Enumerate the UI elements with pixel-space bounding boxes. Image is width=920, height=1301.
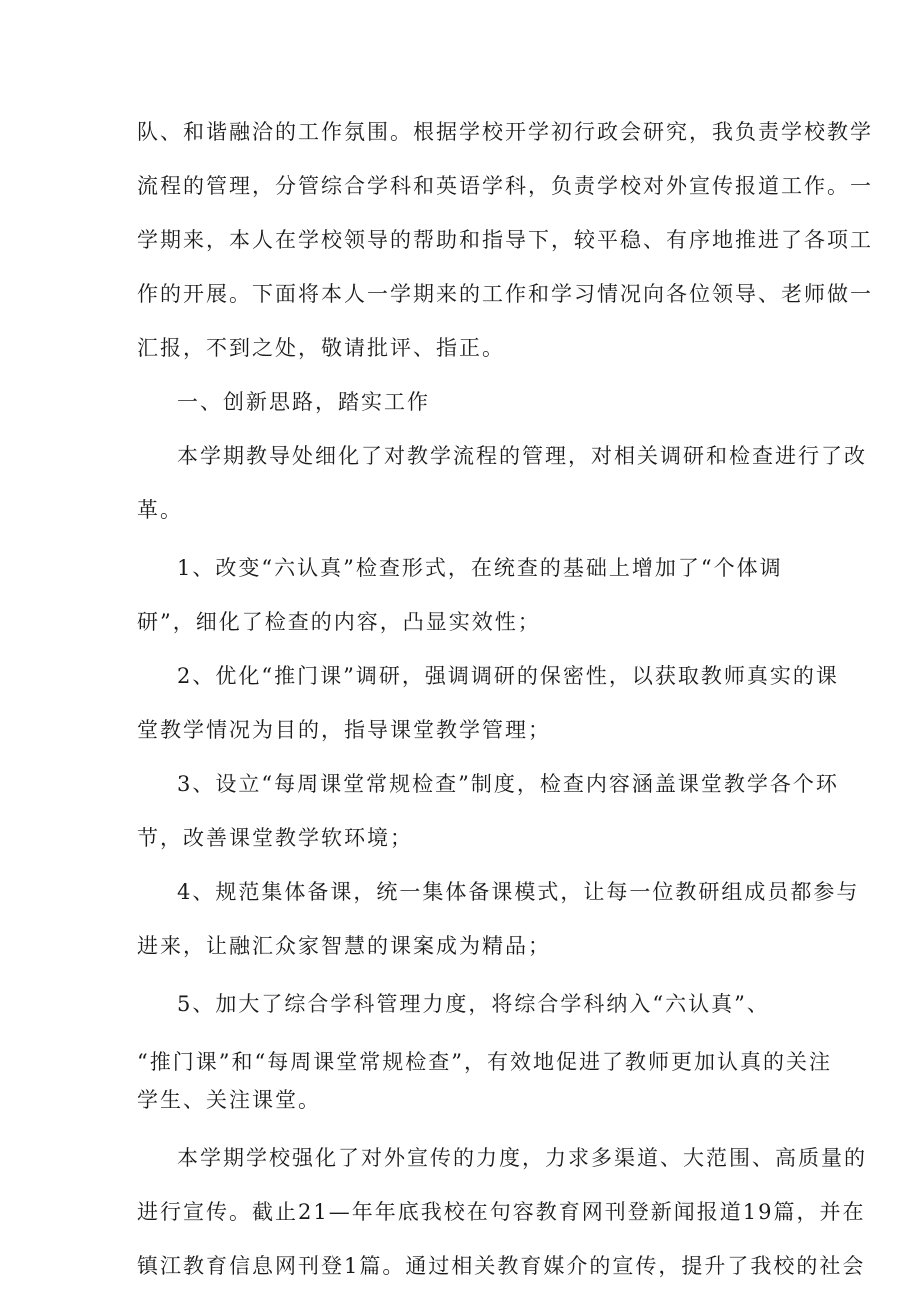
list-item-line: 4、规范集体备课，统一集体备课模式，让每一位教研组成员都参与 — [177, 880, 860, 904]
text-line: 队、和谐融洽的工作氛围。根据学校开学初行政会研究，我负责学校教学 — [137, 120, 873, 144]
text-line: 镇江教育信息网刊登1篇。通过相关教育媒介的宣传，提升了我校的社会 — [137, 1254, 866, 1278]
text-line: 学期来，本人在学校领导的帮助和指导下，较平稳、有序地推进了各项工 — [137, 228, 873, 252]
text-line: 本学期教导处细化了对教学流程的管理，对相关调研和检查进行了改 — [177, 444, 867, 468]
list-item-line: “推门课”和“每周课堂常规检查”，有效地促进了教师更加认真的关注 — [137, 1050, 832, 1074]
section-heading: 一、创新思路，踏实工作 — [177, 390, 430, 414]
list-item-line: 堂教学情况为目的，指导课堂教学管理； — [137, 718, 551, 742]
list-item-line: 进来，让融汇众家智慧的课案成为精品； — [137, 934, 551, 958]
text-line: 革。 — [137, 498, 183, 522]
text-line: 流程的管理，分管综合学科和英语学科，负责学校对外宣传报道工作。一 — [137, 174, 873, 198]
list-item-line: 研”，细化了检查的内容，凸显实效性； — [137, 610, 541, 634]
list-item-line: 2、优化“推门课”调研，强调调研的保密性，以获取教师真实的课 — [177, 664, 839, 688]
text-line: 本学期学校强化了对外宣传的力度，力求多渠道、大范围、高质量的 — [177, 1146, 867, 1170]
list-item-line: 5、加大了综合学科管理力度，将综合学科纳入“六认真”、 — [177, 992, 770, 1016]
list-item-line: 1、改变“六认真”检查形式，在统查的基础上增加了“个体调 — [177, 556, 783, 580]
text-line: 进行宣传。截止21—年年底我校在句容教育网刊登新闻报道19篇，并在 — [137, 1200, 866, 1224]
text-line: 汇报，不到之处，敬请批评、指正。 — [137, 336, 505, 360]
text-line: 作的开展。下面将本人一学期来的工作和学习情况向各位领导、老师做一 — [137, 282, 873, 306]
list-item-line: 3、设立“每周课堂常规检查”制度，检查内容涵盖课堂教学各个环 — [177, 772, 839, 796]
list-item-line: 节，改善课堂教学软环境； — [137, 826, 413, 850]
list-item-line: 学生、关注课堂。 — [137, 1088, 321, 1112]
